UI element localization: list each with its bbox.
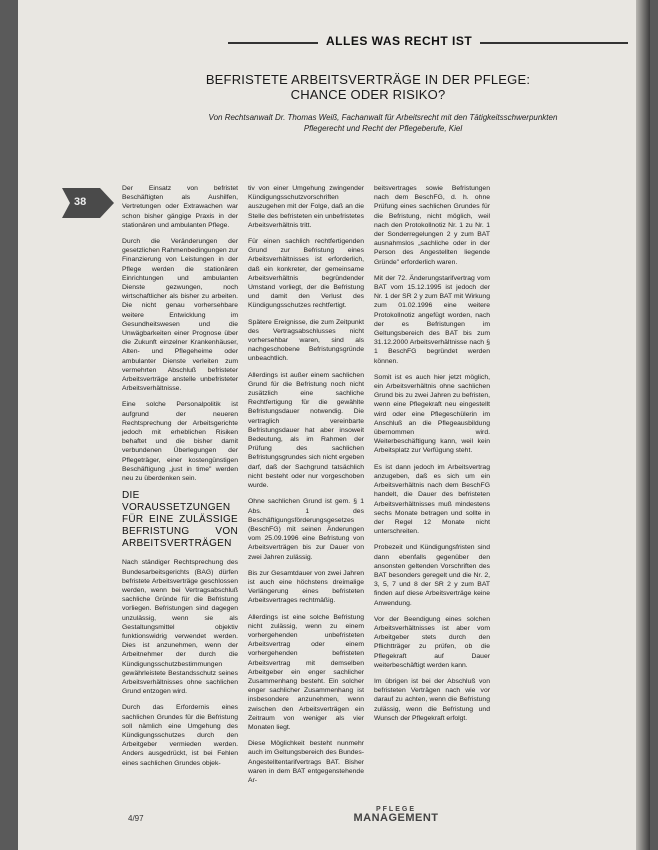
paragraph: Allerdings ist eine solche Befristung nicht zulässig, wenn zu einem vorhergehenden unbefristeten Arbeitsvertrag oder einem vorhergehenden befristeten Arbeitsvertrag mit demselben Arbeitgeber ein enger sachlicher Zusammenhang besteht. Ein solcher enger sachlicher Zusammenhang ist insbesondere anzunehmen, wenn zwischen den Arbeitsverträgen ein Zeitraum von weniger als vier Monaten liegt. — [248, 613, 364, 731]
paragraph: Bis zur Gesamtdauer von zwei Jahren ist auch eine höchstens dreimalige Verlängerung eines befristeten Arbeitsvertrages rechtmäßig. — [248, 569, 364, 605]
book-spine-shadow — [636, 0, 650, 850]
section-heading: DIE VORAUSSETZUNGEN FÜR EINE ZULÄSSIGE BEFRISTUNG VON ARBEITSVERTRÄGEN — [122, 490, 238, 550]
magazine-page — [18, 0, 650, 850]
paragraph: Der Einsatz von befristet Beschäftigten als Aushilfen, Vertretungen oder Extrawachen war schon bisher gängige Praxis in der stationären und ambulanten Pflege. — [122, 185, 238, 229]
paragraph: Es ist dann jedoch im Arbeitsvertrag anzugeben, daß es sich um ein Arbeitsverhältnis nach dem BeschFG handelt, die Dauer des befristeten Arbeitsverhältnisses muß mindestens sechs Monate betragen und sollte in der Regel 12 Monate nicht unterschreiten. — [374, 463, 490, 536]
logo-top-text: PFLEGE — [375, 806, 416, 813]
logo-main-text: MANAGEMENT — [353, 812, 439, 824]
paragraph: Eine solche Personalpolitik ist aufgrund der neueren Rechtsprechung der Arbeitsgerichte jedoch mit erheblichen Risiken behaftet und die bisher damit verbundenen Überlegungen der Pflegeträger, einer kostengünstigen Beschäftigung „just in time" werden neu zu überdenken sein. — [122, 401, 238, 483]
paragraph: Im übrigen ist bei der Abschluß von befristeten Verträgen nach wie vor darauf zu achten, wenn die Befristung zulässig, wenn die Befristung und Wunsch der Pflegekraft erfolgt. — [374, 677, 490, 722]
text-column-3 — [374, 184, 490, 730]
text-column-1 — [122, 184, 238, 775]
text-column-2 — [248, 184, 364, 792]
article-byline: Von Rechtsanwalt Dr. Thomas Weiß, Fachanwalt für Arbeitsrecht mit den Tätigkeitsschwerpunkten Pflegerecht und Recht der Pflegeberufe, Kiel — [208, 113, 558, 133]
paragraph: Durch die Veränderungen der gesetzlichen Rahmenbedingungen zur Finanzierung von Leistungen in der Pflege werden die stationären Einrichtungen und ambulanten Dienste gezwungen, noch wirtschaftlicher als bisher zu arbeiten. Die nicht genau vorhersehbare weitere Entwicklung im Gesundheitswesen und die Unwägbarkeiten einer Prognose über die Zukunft einzelner Krankenhäuser, Alten- und Pflegeheime oder ambulanter Dienste verleiten zum vermehrten Abschluß befristeter Arbeitsverträge anstelle unbefristeter Arbeitsverhältnisse. — [122, 238, 239, 393]
magazine-logo — [336, 806, 456, 824]
paragraph: Mit der 72. Änderungstarifvertrag vom BAT vom 15.12.1995 ist jedoch der Nr. 1 der SR 2 y zum BAT mit Wirkung zum 01.02.1996 eine weitere Protokollnotiz angefügt worden, nach der es Befristungen im Geltungsbereich des BAT bis zum 31.12.2000 Arbeitsverhältnisse nach § 1 BeschFG begründet werden können. — [374, 274, 490, 365]
paragraph: Vor der Beendigung eines solchen Arbeitsverhältnisses ist aber vom Arbeitgeber stets durch den Pflichtträger zu prüfen, ob die Pflegekraft auf Dauer weiterbeschäftigt werden kann. — [374, 615, 490, 669]
paragraph: tiv von einer Umgehung zwingender Kündigungsschutzvorschriften auszugehen mit der Folge, daß an die Stelle des befristeten ein unbefristetes Arbeitsverhältnis tritt. — [248, 185, 364, 229]
paragraph: Nach ständiger Rechtsprechung des Bundesarbeitsgerichts (BAG) dürfen befristete Arbeitsverträge geschlossen werden, wenn bei Vertragsabschluß sachliche Gründe für die Befristung vorliegen. Befristungen sind dagegen unzulässig, wenn sie als Gestaltungsmittel objektiv funktionswidrig verwendet werden. Dies ist anzunehmen, wenn der Arbeitnehmer der durch die Kündigungsschutzbestimmungen gewährleistete Bestandsschutz seines Arbeitsverhältnisses ohne sachlichen Grund entzogen wird. — [122, 559, 238, 696]
paragraph: Ohne sachlichen Grund ist gem. § 1 Abs. 1 des Beschäftigungsförderungsgesetzes (BeschFG) mit seinen Änderungen vom 25.09.1996 eine Befristung von Arbeitsverträgen bis zur Dauer von zwei Jahren zulässig. — [248, 498, 364, 561]
paragraph: Probezeit und Kündigungsfristen sind dann ebenfalls gegenüber den ansonsten geltenden Vorschriften des BAT besonders geregelt und die Nr. 2, 3, 5, 7 und 8 der SR 2 y zum BAT finden auf diese Arbeitsverträge keine Anwendung. — [374, 544, 490, 607]
section-header: ALLES WAS RECHT IST — [318, 34, 480, 48]
issue-number: 4/97 — [128, 814, 144, 823]
paragraph: Durch das Erfordernis eines sachlichen Grundes für die Befristung soll nämlich eine Umgehung des Kündigungsschutzes durch den Arbeitgeber vermieden werden. Anders ausgedrückt, ist bei Fehlen eines sachlichen Grundes objek- — [122, 704, 238, 767]
article-title-line2: CHANCE ODER RISIKO? — [290, 87, 446, 102]
paragraph: Somit ist es auch hier jetzt möglich, ein Arbeitsverhältnis ohne sachlichen Grund bis zu zwei Jahren zu befristen, wenn eine Pflegekraft neu eingestellt wird oder eine Pflegeschülerin im Anschluß an die Pflegeausbildung übernommen wird. Weiterbeschäftigung kann, weil kein Arbeitsplatz zur Verfügung steht. — [374, 373, 490, 455]
article-title — [168, 72, 568, 102]
paragraph: Für einen sachlich rechtfertigenden Grund zur Befristung eines Arbeitsverhältnisses ist erforderlich, daß ein konkreter, der gemeinsame Arbeitsverhältnis begründender Umstand vorliegt, der die Befristung und damit den Verlust des Kündigungsschutzes rechtfertigt. — [248, 238, 364, 310]
page-number-arrow — [62, 188, 114, 218]
paragraph: Allerdings ist außer einem sachlichen Grund für die Befristung noch nicht zusätzlich eine sachliche Rechtfertigung für die gewählte Befristungsdauer notwendig. Die vertraglich vereinbarte Befristungsdauer hat aber insoweit Bedeutung, als im Rahmen der Prüfung des sachlichen Befristungsgrundes sich nicht ergeben darf, daß der Sachgrund tatsächlich nicht besteht oder nur vorgeschoben wurde. — [248, 371, 364, 490]
page-number: 38 — [74, 196, 87, 208]
paragraph: Spätere Ereignisse, die zum Zeitpunkt des Vertragsabschlusses nicht vorhersehbar waren, sind als nachgeschobene Befristungsgründe unbeachtlich. — [248, 318, 364, 363]
article-title-line1: BEFRISTETE ARBEITSVERTRÄGE IN DER PFLEGE: — [205, 72, 531, 87]
paragraph: beitsvertrages sowie Befristungen nach dem BeschFG, d. h. ohne Prüfung eines sachlichen Grundes für die Befristung, nicht möglich, weil nach den Protokollnotiz Nr. 1 zu Nr. 1 der Sonderregelungen 2 y zum BAT ausnahmslos „sachliche oder in der Person des Angestellten liegende Gründe" erforderlich waren. — [374, 185, 490, 266]
paragraph: Diese Möglichkeit besteht nunmehr auch im Geltungsbereich des Bundes-Angestelltentarifvertrags BAT. Bisher waren in dem BAT entgegenstehende Ar- — [248, 740, 364, 784]
